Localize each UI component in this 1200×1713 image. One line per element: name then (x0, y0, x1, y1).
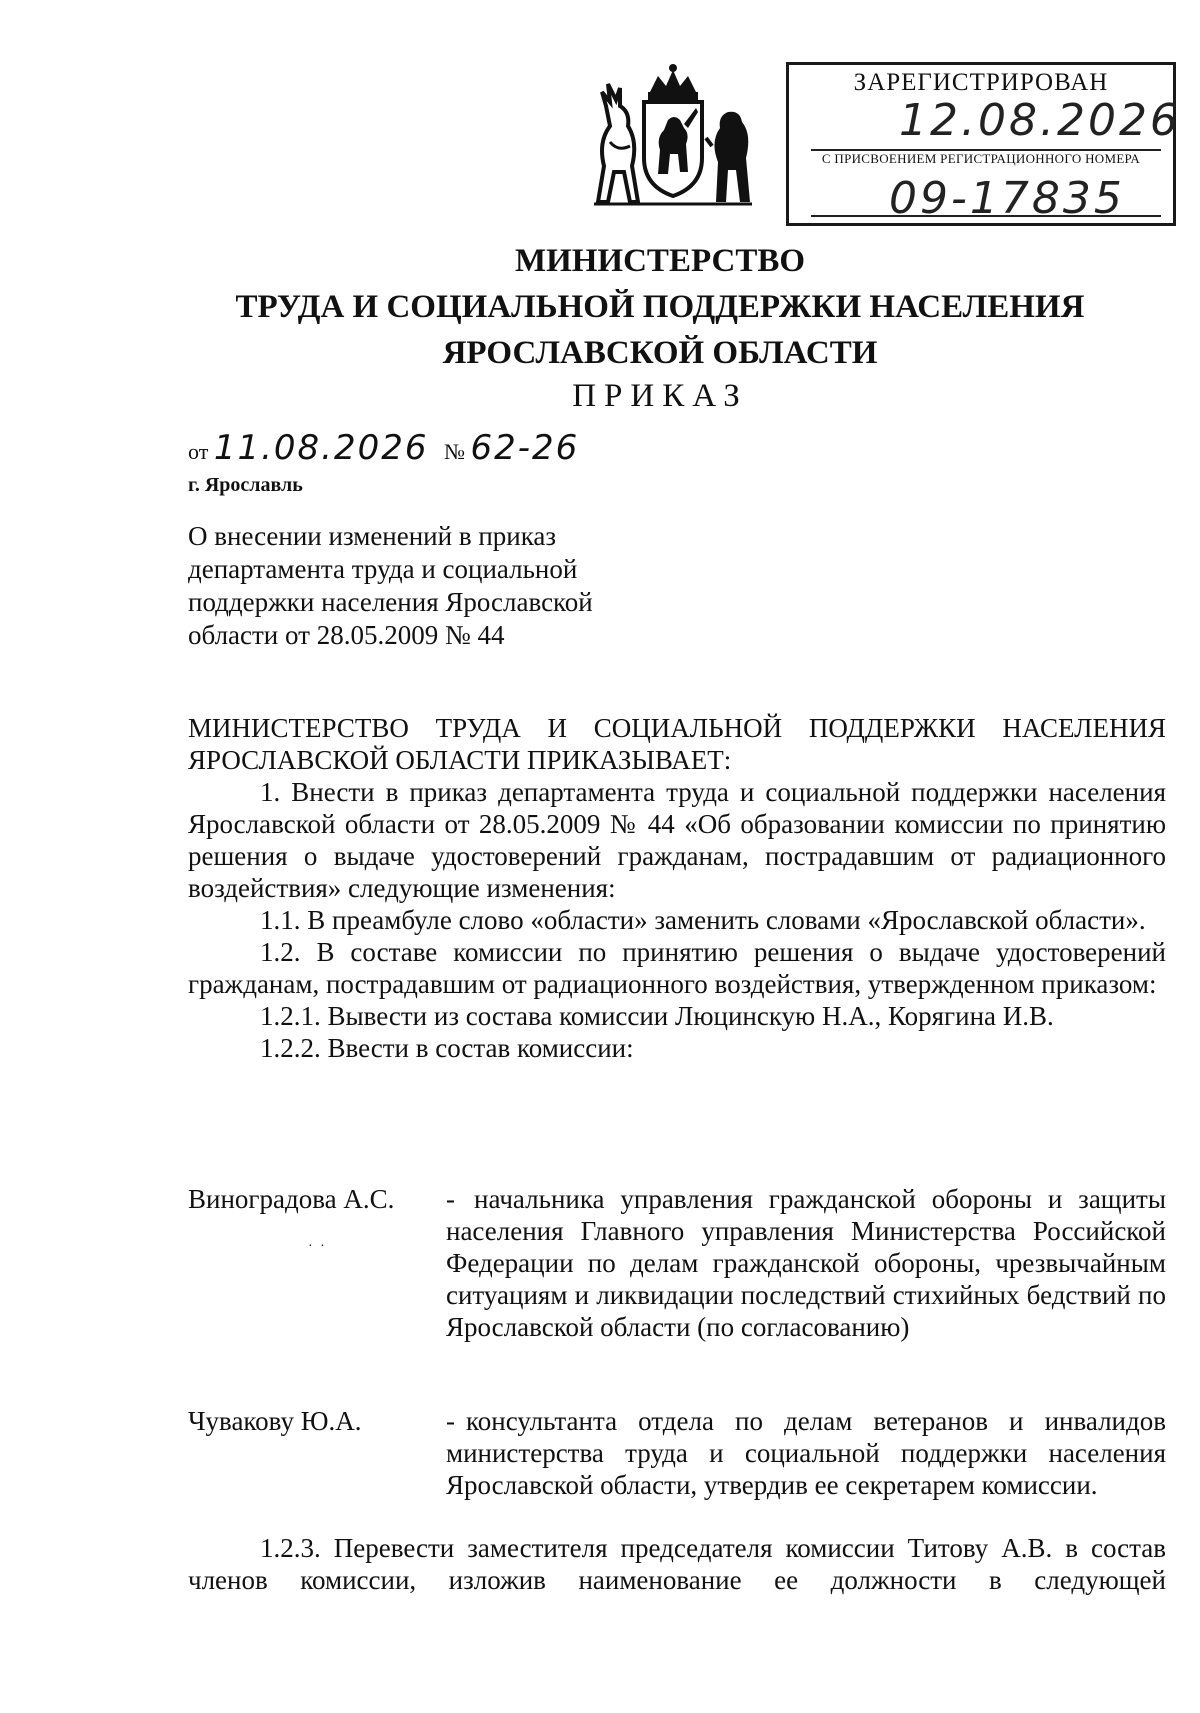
ministry-line-3: ЯРОСЛАВСКОЙ ОБЛАСТИ (442, 335, 878, 371)
stamp-date-handwritten: 12.08.2026 (899, 95, 1181, 146)
subject-line-4: области от 28.05.2009 № 44 (188, 620, 505, 650)
stamp-bottom-line (811, 215, 1161, 217)
member-1-dash: - (446, 1184, 455, 1214)
member-2-description: консультанта отдела по делам ветеранов и инвалидов министерства труда и социальной поддержки населения Ярославской области, утвердив ее секретарем комиссии. (446, 1406, 1166, 1500)
paragraph-1-1: 1.1. В преамбуле слово «области» заменить словами «Ярославской области». (260, 905, 1146, 935)
member-1-description: начальника управления гражданской обороны и защиты населения Главного управления Министерства Российской Федерации по делам гражданской обороны, чрезвычайным ситуациям и ликвидации последствий стихийных бедствий по Ярославской области (по согласованию) (446, 1184, 1166, 1342)
preamble: МИНИСТЕРСТВО ТРУДА И СОЦИАЛЬНОЙ ПОДДЕРЖКИ НАСЕЛЕНИЯ ЯРОСЛАВСКОЙ ОБЛАСТИ ПРИКАЗЫВАЕТ: (188, 713, 1166, 775)
order-body (188, 712, 1166, 1064)
paragraph-1-2: 1.2. В составе комиссии по принятию решения о выдаче удостоверений гражданам, пострадавшим от радиационного воздействия, утвержденном приказом: (188, 937, 1166, 999)
subject-line-3: поддержки населения Ярославской (188, 587, 593, 617)
order-number-handwritten: 62-26 (470, 428, 580, 468)
paragraph-1-2-1: 1.2.1. Вывести из состава комиссии Люцинскую Н.А., Корягина И.В. (260, 1001, 1054, 1031)
paragraph-1-2-2: 1.2.2. Ввести в состав комиссии: (260, 1033, 634, 1063)
ministry-line-2: ТРУДА И СОЦИАЛЬНОЙ ПОДДЕРЖКИ НАСЕЛЕНИЯ (235, 289, 1085, 325)
ministry-line-1: МИНИСТЕРСТВО (514, 243, 806, 279)
member-2-name: Чувакову Ю.А. (188, 1406, 362, 1436)
order-subject (188, 520, 748, 652)
city-label: г. Ярославль (188, 474, 303, 496)
paragraph-1-2-3: 1.2.3. Перевести заместителя председателя комиссии Титову А.В. в состав членов комиссии, изложив наименование ее должности в следующей (188, 1533, 1166, 1595)
number-label: № (444, 439, 465, 464)
order-date-line (188, 428, 579, 468)
stamp-subtitle: С ПРИСВОЕНИЕМ РЕГИСТРАЦИОННОГО НОМЕРА (821, 151, 1141, 166)
coat-of-arms-icon (580, 62, 766, 212)
subject-line-2: департамента труда и социальной (188, 554, 578, 584)
stamp-title: ЗАРЕГИСТРИРОВАН (853, 69, 1109, 96)
scan-speck: · · (308, 1239, 327, 1254)
order-date-handwritten: 11.08.2026 (213, 428, 429, 468)
registration-stamp (786, 62, 1181, 226)
member-1-name: Виноградова А.С. (188, 1184, 395, 1214)
stamp-reg-number-handwritten: 09-17835 (889, 173, 1125, 224)
subject-line-1: О внесении изменений в приказ (188, 521, 557, 551)
doc-type-title: ПРИКАЗ (572, 378, 748, 414)
from-label: от (188, 439, 209, 464)
member-2-dash: - (446, 1406, 455, 1436)
paragraph-1: 1. Внести в приказ департамента труда и социальной поддержки населения Ярославской области от 28.05.2009 № 44 «Об образовании комиссии по принятию решения о выдаче удостоверений гражданам, пострадавшим от радиационного воздействия» следующие изменения: (188, 777, 1166, 903)
order-body-continued (188, 1532, 1166, 1596)
